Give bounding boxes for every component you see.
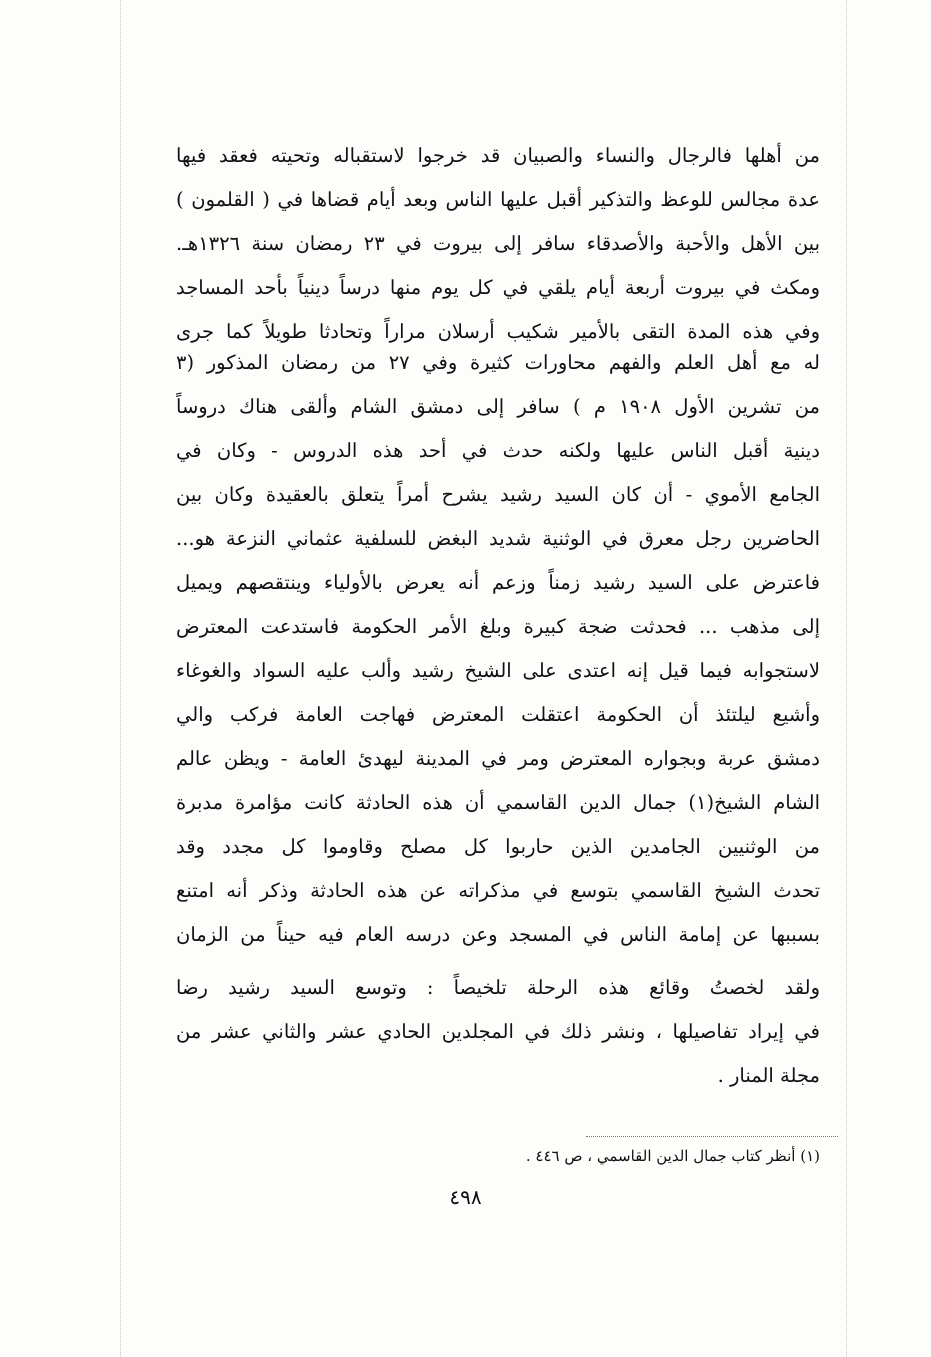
footnote-divider: [586, 1136, 838, 1137]
footnote: (١) أنظر كتاب جمال الدين القاسمي ، ص ٤٤٦ .: [525, 1147, 820, 1165]
text-line: لاستجوابه فيما قيل إنه اعتدى على الشيخ رشيد وألب عليه السواد والغوغاء: [176, 659, 820, 682]
scan-artifact-line: [846, 0, 847, 1357]
text-line: له مع أهل العلم والفهم محاورات كثيرة وفي ٢٧ من رمضان المذكور (٣: [176, 351, 820, 374]
text-line: دينية أقبل الناس عليها ولكنه حدث في أحد هذه الدروس - وكان في: [176, 439, 820, 462]
text-line: وأشيع ليلتئذ أن الحكومة اعتقلت المعترض فهاجت العامة فركب والي: [176, 703, 820, 726]
text-line: ومكث في بيروت أربعة أيام يلقي في كل يوم منها درساً دينياً بأحد المساجد: [176, 276, 820, 299]
text-line: ولقد لخصتُ وقائع هذه الرحلة تلخيصاً : وتوسع السيد رشيد رضا: [176, 976, 820, 999]
text-line: مجلة المنار .: [717, 1064, 820, 1087]
text-line: في إيراد تفاصيلها ، ونشر ذلك في المجلدين الحادي عشر والثاني عشر من: [176, 1020, 820, 1043]
paragraph-2: [176, 341, 820, 957]
text-line: الشام الشيخ(١) جمال الدين القاسمي أن هذه الحادثة كانت مؤامرة مدبرة: [176, 791, 820, 814]
text-line: وفي هذه المدة التقى بالأمير شكيب أرسلان مراراً وتحادثا طويلاً كما جرى: [176, 320, 820, 343]
text-line: الجامع الأموي - أن كان السيد رشيد يشرح أمراً يتعلق بالعقيدة وكان بين: [176, 483, 820, 506]
text-line: إلى مذهب ... فحدثت ضجة كبيرة وبلغ الأمر الحكومة فاستدعت المعترض: [176, 615, 820, 638]
text-line: من تشرين الأول ١٩٠٨ م ) سافر إلى دمشق الشام وألقى هناك دروساً: [176, 395, 820, 418]
paragraph-3: [176, 966, 820, 1098]
page-number: ٤٩٨: [449, 1185, 482, 1209]
text-line: من الوثنيين الجامدين الذين حاربوا كل مصلح وقاوموا كل مجدد وقد: [176, 835, 820, 858]
text-line: بين الأهل والأحبة والأصدقاء سافر إلى بيروت في ٢٣ رمضان سنة ١٣٢٦هـ.: [176, 232, 820, 255]
text-line: الحاضرين رجل معرق في الوثنية شديد البغض للسلفية عثماني النزعة هو...: [176, 527, 820, 550]
text-line: دمشق عربة وبجواره المعترض ومر في المدينة ليهدئ العامة - ويظن عالم: [176, 747, 820, 770]
text-line: بسببها عن إمامة الناس في المسجد وعن درسه العام فيه حيناً من الزمان: [176, 923, 820, 946]
paragraph-1: [176, 134, 820, 354]
text-line: تحدث الشيخ القاسمي بتوسع في مذكراته عن هذه الحادثة وذكر أنه امتنع: [176, 879, 820, 902]
scan-artifact-line: [120, 0, 121, 1357]
text-line: فاعترض على السيد رشيد زمناً وزعم أنه يعرض بالأولياء وينتقصهم ويميل: [176, 571, 820, 594]
text-line: عدة مجالس للوعظ والتذكير أقبل عليها الناس وبعد أيام قضاها في ( القلمون ): [176, 188, 820, 211]
text-line: من أهلها فالرجال والنساء والصبيان قد خرجوا لاستقباله وتحيته فعقد فيها: [176, 144, 820, 167]
